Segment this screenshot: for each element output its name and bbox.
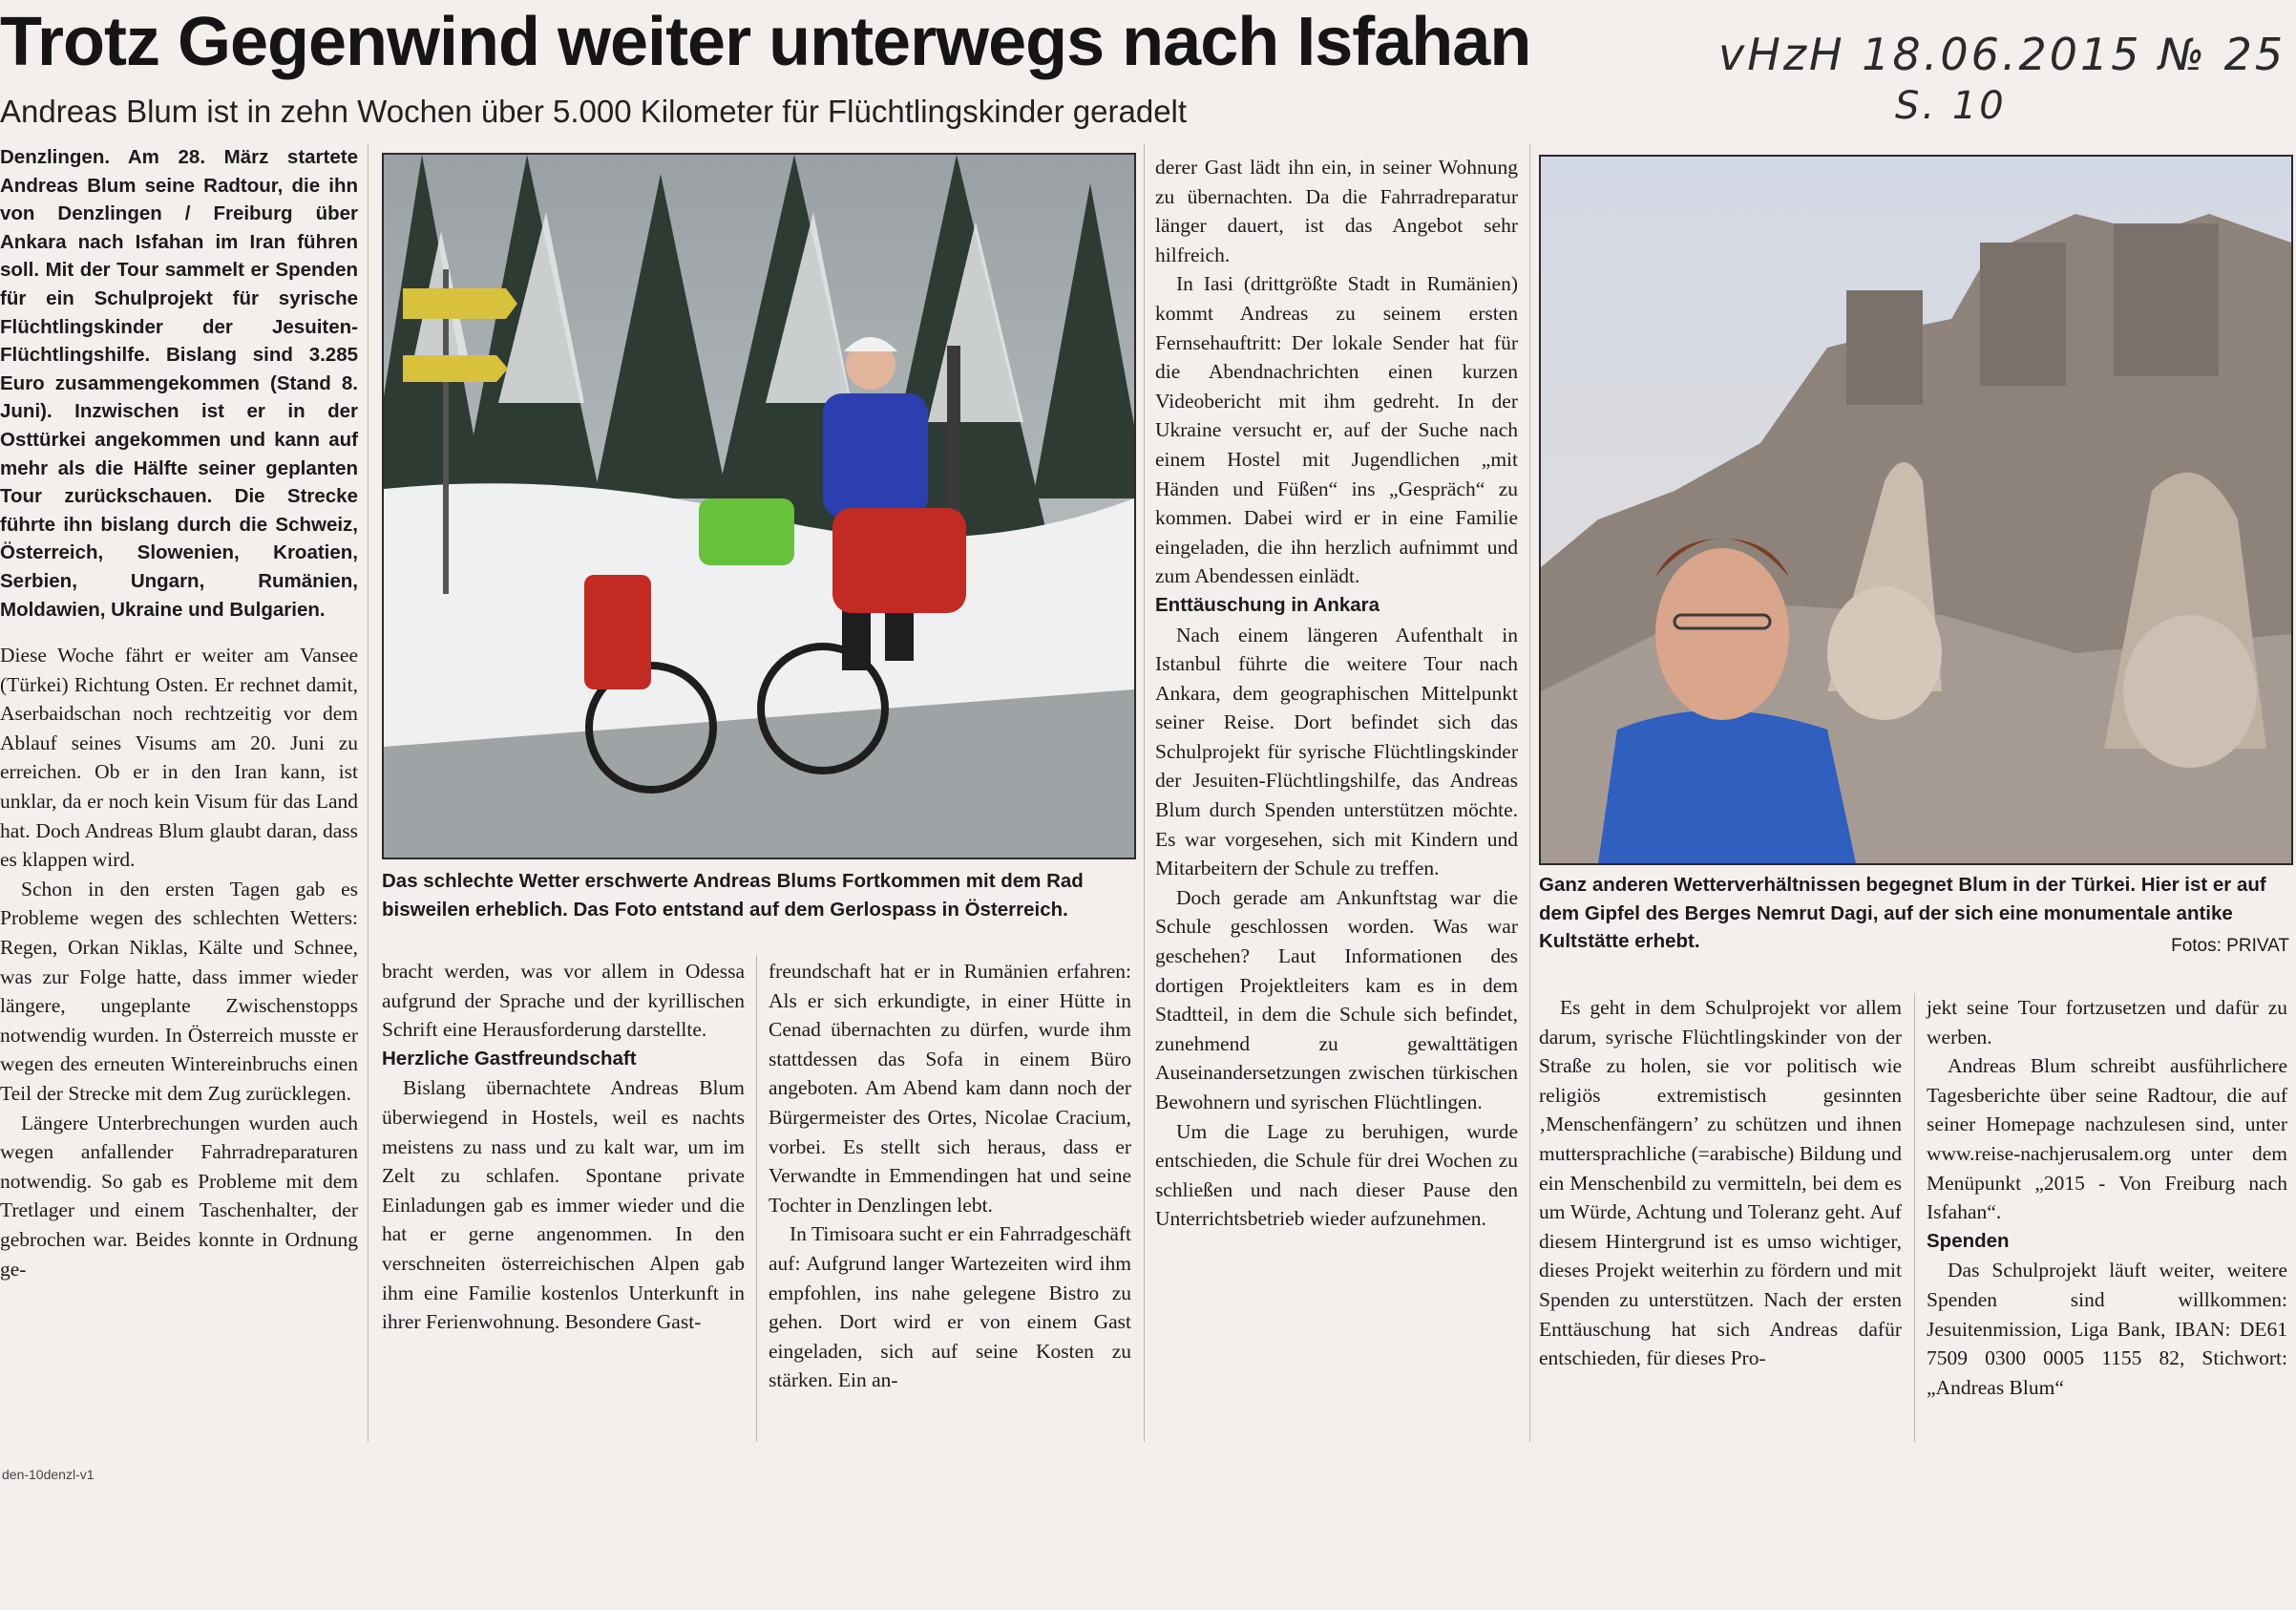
headline: Trotz Gegenwind weiter unterwegs nach Isfahan: [0, 4, 1531, 80]
paragraph: Schon in den ersten Tagen gab es Probleme wegen des schlechten Wetters: Regen, Orkan Niklas, Kälte und Schnee, was zur Folge hatte, dass immer wieder längere, ungeplante Zwischenstopps notwendig wurden. In Österreich musste er wegen des erneuten Wintereinbruchs einen Teil der Strecke mit dem Zug zurücklegen.: [0, 877, 358, 1105]
paragraph: Doch gerade am Ankunftstag war die Schule geschlossen worden. Was war geschehen? Laut Informationen des dortigen Projektleiters kam es in dem Stadtteil, in dem die Schule sich befindet, zunehmend zu gewalttätigen Auseinandersetzungen zwischen türkischen Bewohnern und syrischen Flüchtlingen.: [1155, 885, 1518, 1113]
article-column-5: [1539, 993, 1902, 1373]
paragraph: Nach einem längeren Aufenthalt in Istanbul führte die weitere Tour nach Ankara, dem geographischen Mittelpunkt seiner Reise. Dort befindet sich das Schulprojekt für syrische Flüchtlingskinder der Jesuiten-Flüchtlingshilfe, das Andreas Blum durch Spenden unterstützen möchte. Es war vorgesehen, sich mit Kindern und Mitarbeitern der Schule zu treffen.: [1155, 623, 1518, 880]
article-column-6: [1927, 993, 2287, 1402]
paragraph: Längere Unterbrechungen wurden auch wegen anfallender Fahrradreparaturen notwendig. So gab es Probleme mit dem Tretlager und einem Taschenhalter, der gebrochen war. Beides konnte in Ordnung ge-: [0, 1111, 358, 1281]
subheading: Enttäuschung in Ankara: [1155, 593, 1380, 616]
photo-nemrut-dagi: [1539, 155, 2293, 865]
mountain-heads-illustration: [1541, 157, 2291, 863]
paragraph: Das Schulprojekt läuft weiter, weitere Spenden sind willkommen: Jesuitenmission, Liga Bank, IBAN: DE61 7509 0300 0005 1155 82, Stichwort: „Andreas Blum“: [1927, 1259, 2287, 1399]
handwritten-source-note: vHzH 18.06.2015 № 25: [1718, 29, 2286, 80]
paragraph: Diese Woche fährt er weiter am Vansee (Türkei) Richtung Osten. Er rechnet damit, Aserbaidschan noch rechtzeitig vor dem Ablauf seines Visums am 20. Juni zu erreichen. Ob er in den Iran kann, ist unklar, da er noch kein Visum für das Land hat. Doch Andreas Blum glaubt daran, dass es klappen wird.: [0, 644, 358, 872]
subheading: Herzliche Gastfreundschaft: [382, 1047, 637, 1070]
paragraph: Es geht in dem Schulprojekt vor allem darum, syrische Flüchtlingskinder von der Straße zu holen, sie vor politisch wie religiös extremistisch gesinnten ‚Menschenfängern’ zu schützen und ihnen muttersprachliche (=arabische) Bildung und ein Menschenbild zu vermitteln, bei dem es um Würde, Achtung und Toleranz geht. Auf diesem Hintergrund ist es umso wichtiger, dieses Projekt weiterhin zu fördern und mit Spenden zu unterstützen. Nach der ersten Enttäuschung hat sich Andreas dafür entschieden, für dieses Pro-: [1539, 996, 1902, 1370]
lead-paragraph: Denzlingen. Am 28. März startete Andreas Blum seine Radtour, die ihn von Denzlingen / Freiburg über Ankara nach Isfahan im Iran führen soll. Mit der Tour sammelt er Spenden für ein Schulprojekt für syrische Flüchtlingskinder der Jesuiten-Flüchtlingshilfe. Bislang sind 3.285 Euro zusammengekommen (Stand 8. Juni). Inzwischen ist er in der Osttürkei angekommen und kann auf mehr als die Hälfte seiner geplanten Tour zurückschauen. Die Strecke führte ihn bislang durch die Schweiz, Österreich, Slowenien, Kroatien, Serbien, Ungarn, Rumänien, Moldawien, Ukraine und Bulgarien.: [0, 146, 358, 621]
paragraph: Um die Lage zu beruhigen, wurde entschieden, die Schule für drei Wochen zu schließen und nach dieser Pause den Unterrichtsbetrieb wieder aufzunehmen.: [1155, 1119, 1518, 1231]
paragraph: Andreas Blum schreibt ausführlichere Tagesberichte über seine Radtour, die auf seiner Homepage nachzulesen sind, unter www.reise-nachjerusalem.org unter dem Menüpunkt „2015 - Von Freiburg nach Isfahan“.: [1927, 1054, 2287, 1224]
article-column-1: [0, 143, 358, 1283]
photo2-caption: Ganz anderen Wetterverhältnissen begegnet Blum in der Türkei. Hier ist er auf dem Gipfel des Berges Nemrut Dagi, auf der sich eine monumentale antike Kultstätte erhebt.: [1539, 874, 2266, 953]
paragraph: jekt seine Tour fortzusetzen und dafür zu werben.: [1927, 996, 2287, 1049]
article-column-3: [769, 957, 1131, 1395]
snow-scene-illustration: [384, 155, 1134, 858]
photo-snow-cyclist: [382, 153, 1136, 859]
column-rule: [756, 955, 757, 1442]
column-rule: [1914, 993, 1915, 1442]
subheading: Spenden: [1927, 1229, 2010, 1252]
photo1-caption: Das schlechte Wetter erschwerte Andreas Blums Fortkommen mit dem Rad bisweilen erheblich. Das Foto entstand auf dem Gerlospass in Österreich.: [382, 870, 1084, 921]
subheadline: Andreas Blum ist in zehn Wochen über 5.000 Kilometer für Flüchtlingskinder geradelt: [0, 94, 1188, 129]
paragraph: In Iasi (drittgrößte Stadt in Rumänien) kommt Andreas zu seinem ersten Fernsehauftritt: Der lokale Sender hat für die Abendnachrichten einen kurzen Videobericht mit ihm gedreht. In der Ukraine versucht er, auf der Suche nach einem Hostel mit Jugendlichen „mit Händen und Füßen“ ins „Gespräch“ zu kommen. Dabei wird er in eine Familie eingeladen, die ihn herzlich aufnimmt und zum Abendessen einlädt.: [1155, 272, 1518, 588]
column-rule: [1529, 143, 1530, 1442]
column-rule: [1144, 143, 1145, 1442]
column-rule: [368, 143, 369, 1442]
article-column-2: [382, 957, 745, 1337]
photo-credit: Fotos: PRIVAT: [2171, 936, 2289, 956]
page-slug: den-10denzl-v1: [2, 1467, 95, 1482]
article-column-4: [1155, 153, 1518, 1234]
paragraph: freundschaft hat er in Rumänien erfahren: Als er sich erkundigte, in einer Hütte in Cenad übernachten zu dürfen, wurde ihm stattdessen das Sofa in einem Büro angeboten. Am Abend kam dann noch der Bürgermeister des Ortes, Nicolae Cracium, vorbei. Es stellt sich heraus, dass er Verwandte in Emmendingen hat und seine Tochter in Denzlingen lebt.: [769, 960, 1131, 1217]
paragraph: Bislang übernachtete Andreas Blum überwiegend in Hostels, weil es nachts meistens zu nass und zu kalt war, um im Zelt zu schlafen. Spontane private Einladungen gab es immer wieder und die hat er gerne angenommen. In den verschneiten österreichischen Alpen gab ihm eine Familie kostenlos Unterkunft in ihrer Ferienwohnung. Besondere Gast-: [382, 1076, 745, 1334]
paragraph: bracht werden, was vor allem in Odessa aufgrund der Sprache und der kyrillischen Schrift eine Herausforderung darstellte.: [382, 960, 745, 1042]
handwritten-page-note: S. 10: [1895, 84, 2007, 128]
paragraph: derer Gast lädt ihn ein, in seiner Wohnung zu übernachten. Da die Fahrradreparatur länger dauert, ist das Angebot sehr hilfreich.: [1155, 156, 1518, 266]
paragraph: In Timisoara sucht er ein Fahrradgeschäft auf: Aufgrund langer Wartezeiten wird ihm empfohlen, ins nahe gelegene Bistro zu gehen. Dort wird er von einem Gast eingeladen, sich auf seine Kosten zu stärken. Ein an-: [769, 1222, 1131, 1392]
